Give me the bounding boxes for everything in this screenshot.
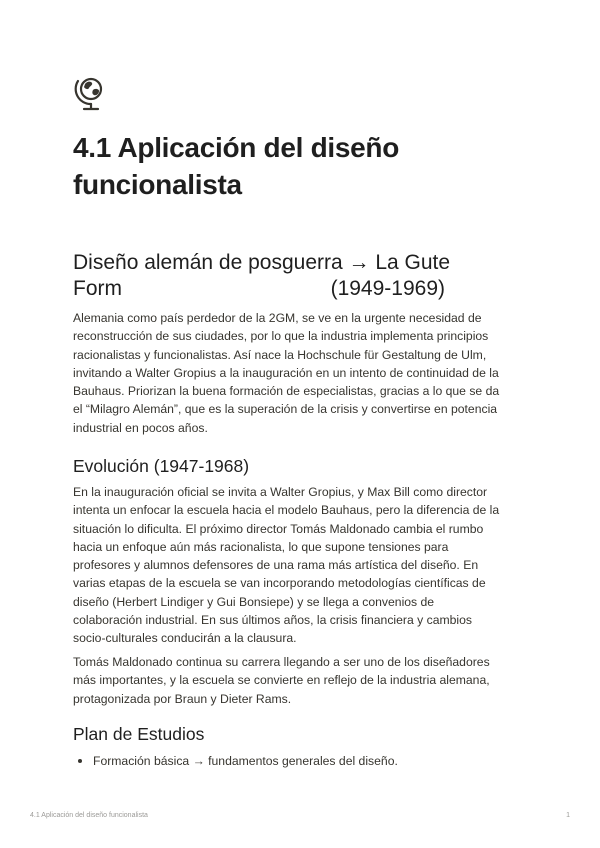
paragraph-line: invitando a Walter Gropius a la inauguración en un intento de continuidad de la: [73, 365, 499, 380]
paragraph-line: reconstrucción de sus ciudades, por lo que la industria implementa principios: [73, 329, 489, 344]
paragraph-line: Tomás Maldonado continua su carrera llegando a ser uno de los diseñadores: [73, 655, 490, 669]
list-item-text: Formación básica → fundamentos generales del diseño.: [93, 754, 398, 768]
intro-paragraph: [73, 309, 533, 437]
paragraph-line: intenta un enfocar la escuela hacia el modelo Bauhaus, pero la diferencia de la: [73, 503, 500, 518]
paragraph-line: racionalistas y funcionalistas. Así nace la Hochschule für Gestaltung de Ulm,: [73, 347, 487, 362]
paragraph-line: el “Milagro Alemán”, que es la superación de la crisis y convertirse en potencia: [73, 402, 498, 417]
paragraph-line: varias etapas de la escuela se van incorporando metodologías científicas de: [73, 576, 486, 591]
section-heading: [73, 250, 543, 302]
bullet-dot-icon: [78, 759, 82, 763]
evolucion-paragraph-1: [73, 483, 533, 648]
paragraph-line: más importantes, y la escuela se convierte en reflejo de la industria alemana,: [73, 673, 490, 688]
paragraph-line: diseño (Herbert Lindiger y Gui Bonsiepe) y se llega a convenios de: [73, 594, 435, 609]
footer-title: 4.1 Aplicación del diseño funcionalista: [30, 812, 148, 819]
paragraph-line: hacia un enfoque aún más racionalista, lo que supone tensiones para: [73, 539, 449, 554]
paragraph-line: En la inauguración oficial se invita a Walter Gropius, y Max Bill como director: [73, 485, 488, 499]
section-heading-line-2: [73, 276, 445, 302]
plan-heading: Plan de Estudios: [73, 724, 205, 744]
paragraph-line: profesores y alumnos defensores de una rama más artística del diseño. En: [73, 558, 479, 573]
evolucion-heading: Evolución (1947-1968): [73, 456, 250, 476]
paragraph-line: Alemania como país perdedor de la 2GM, se ve en la urgente necesidad de: [73, 311, 482, 325]
evolucion-paragraph-2: [73, 653, 533, 708]
paragraph-line: protagonizada por Braun y Dieter Rams.: [73, 691, 292, 706]
paragraph-line: industrial en pocos años.: [73, 420, 208, 435]
globe-on-stand-icon: [73, 75, 107, 111]
paragraph-line: socio-culturales conducirán a la clausura.: [73, 631, 297, 646]
section-heading-text-1: Diseño alemán de posguerra → La Gute: [73, 251, 451, 274]
paragraph-line: Bauhaus. Priorizan la buena formación de especialistas, gracias a lo que se da: [73, 384, 500, 399]
page-number: 1: [566, 812, 570, 819]
section-heading-years: (1949-1969): [330, 277, 445, 300]
section-heading-text-2: Form: [73, 277, 122, 300]
paragraph-line: situación lo dificulta. El próximo director Tomás Maldonado cambia el rumbo: [73, 521, 484, 536]
list-item: [78, 752, 398, 770]
section-heading-line-1: [73, 250, 493, 276]
page-title: 4.1 Aplicación del diseño funcionalista: [73, 132, 399, 200]
paragraph-line: colaboración industrial. En sus últimos años, la crisis financiera y cambios: [73, 613, 472, 628]
